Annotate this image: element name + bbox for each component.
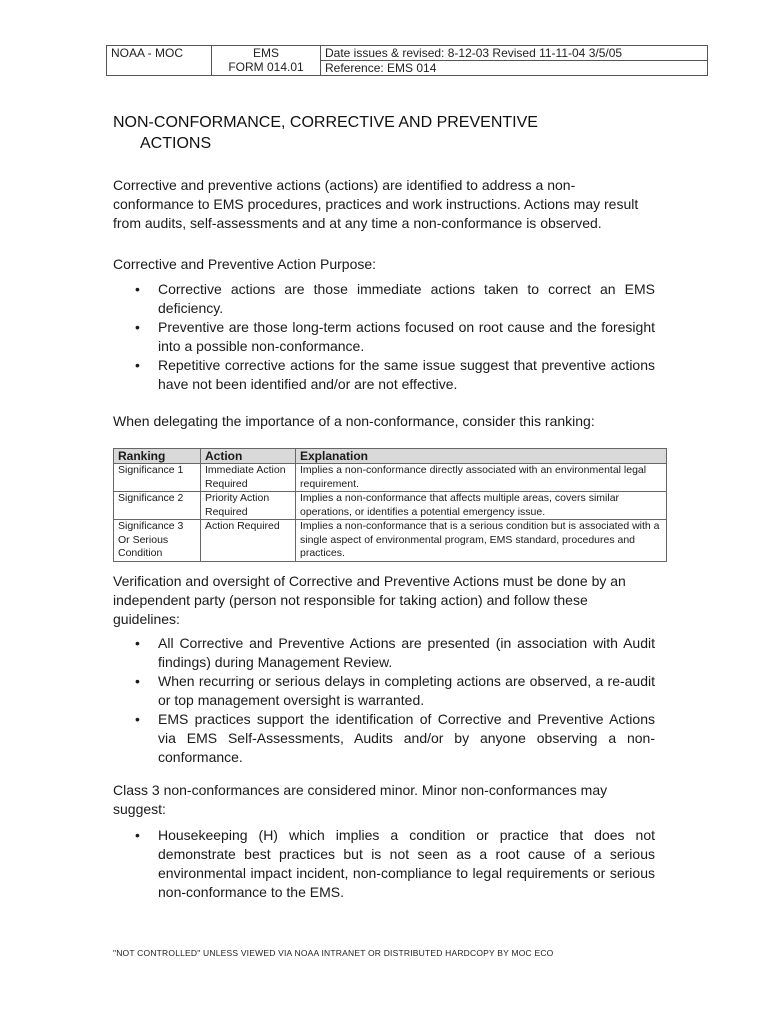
form-id-cell bbox=[212, 46, 321, 76]
list-item: • All Corrective and Preventive Actions are presented (in association with Audit findings) during Management Review. bbox=[135, 635, 655, 670]
ranking-cell: Significance 2 bbox=[114, 492, 201, 520]
bullet-icon: • bbox=[135, 827, 140, 843]
class3-bullets-section bbox=[113, 826, 655, 902]
class3-bullet-list bbox=[113, 826, 655, 902]
purpose-bullet-list bbox=[113, 280, 655, 394]
ranking-cell: Significance 1 bbox=[114, 464, 201, 492]
form-number: FORM 014.01 bbox=[228, 60, 304, 74]
list-item: • Preventive are those long-term actions focused on root cause and the foresight into a possible non-conformance. bbox=[135, 319, 655, 354]
list-item: • Repetitive corrective actions for the same issue suggest that preventive actions have not been identified and/or are not effective. bbox=[135, 357, 655, 392]
verification-section bbox=[113, 572, 655, 629]
table-row bbox=[114, 520, 667, 562]
column-header: Explanation bbox=[296, 449, 667, 464]
list-item: • Corrective actions are those immediate actions taken to correct an EMS deficiency. bbox=[135, 281, 655, 316]
verification-paragraph: Verification and oversight of Corrective and Preventive Actions must be done by an independent party (person not responsible for taking action) and follow these guidelines: bbox=[113, 573, 626, 627]
list-item: • EMS practices support the identification of Corrective and Preventive Actions via EMS Self-Assessments, Audits and/or by anyone observing a non-conformance. bbox=[135, 711, 655, 765]
purpose-section bbox=[113, 255, 655, 274]
verification-bullets-section bbox=[113, 634, 655, 767]
bullet-icon: • bbox=[135, 357, 140, 373]
title-line-1: NON-CONFORMANCE, CORRECTIVE AND PREVENTIVE bbox=[113, 114, 538, 131]
action-cell: Action Required bbox=[201, 520, 296, 562]
form-name: EMS bbox=[252, 46, 279, 60]
ranking-cell: Significance 3 Or Serious Condition bbox=[114, 520, 201, 562]
column-header: Ranking bbox=[114, 449, 201, 464]
verification-bullet-list bbox=[113, 634, 655, 767]
ranking-intro: When delegating the importance of a non-conformance, consider this ranking: bbox=[113, 413, 595, 429]
dates-cell: Date issues & revised: 8-12-03 Revised 11-11-04 3/5/05 bbox=[321, 46, 708, 61]
class3-paragraph: Class 3 non-conformances are considered minor. Minor non-conformances may suggest: bbox=[113, 782, 608, 817]
table-header-row bbox=[114, 449, 667, 464]
footer-note: "NOT CONTROLLED" UNLESS VIEWED VIA NOAA INTRANET OR DISTRIBUTED HARDCOPY BY MOC ECO bbox=[113, 948, 554, 958]
explanation-cell: Implies a non-conformance directly associated with an environmental legal requirement. bbox=[296, 464, 667, 492]
purpose-heading: Corrective and Preventive Action Purpose: bbox=[113, 256, 377, 272]
reference-cell: Reference: EMS 014 bbox=[321, 61, 708, 76]
table-row bbox=[114, 492, 667, 520]
form-header-table bbox=[106, 45, 708, 76]
class3-section bbox=[113, 781, 655, 819]
purpose-bullets-section bbox=[113, 280, 655, 394]
ranking-intro-section bbox=[113, 412, 655, 431]
bullet-icon: • bbox=[135, 673, 140, 689]
action-cell: Priority Action Required bbox=[201, 492, 296, 520]
intro-section bbox=[113, 176, 655, 233]
title-line-2: ACTIONS bbox=[140, 135, 212, 152]
bullet-icon: • bbox=[135, 319, 140, 335]
document-title bbox=[113, 112, 633, 154]
ranking-table bbox=[113, 448, 667, 562]
bullet-icon: • bbox=[135, 711, 140, 727]
list-item: • When recurring or serious delays in completing actions are observed, a re-audit or top management oversight is warranted. bbox=[135, 673, 655, 708]
action-cell: Immediate Action Required bbox=[201, 464, 296, 492]
explanation-cell: Implies a non-conformance that is a serious condition but is associated with a single aspect of environmental program, EMS standard, procedures and practices. bbox=[296, 520, 667, 562]
bullet-icon: • bbox=[135, 635, 140, 651]
explanation-cell: Implies a non-conformance that affects multiple areas, covers similar operations, or identifies a potential emergency issue. bbox=[296, 492, 667, 520]
column-header: Action bbox=[201, 449, 296, 464]
list-item: • Housekeeping (H) which implies a condition or practice that does not demonstrate best practices but is not seen as a root cause of a serious environmental impact incident, non-compliance to legal requirements or serious non-conformance to the EMS. bbox=[135, 827, 655, 900]
table-row bbox=[114, 464, 667, 492]
intro-paragraph: Corrective and preventive actions (actions) are identified to address a non-conformance to EMS procedures, practices and work instructions. Actions may result from audits, self-assessments and at any time a non-conformance is observed. bbox=[113, 177, 639, 231]
bullet-icon: • bbox=[135, 281, 140, 297]
org-cell: NOAA - MOC bbox=[107, 46, 212, 76]
